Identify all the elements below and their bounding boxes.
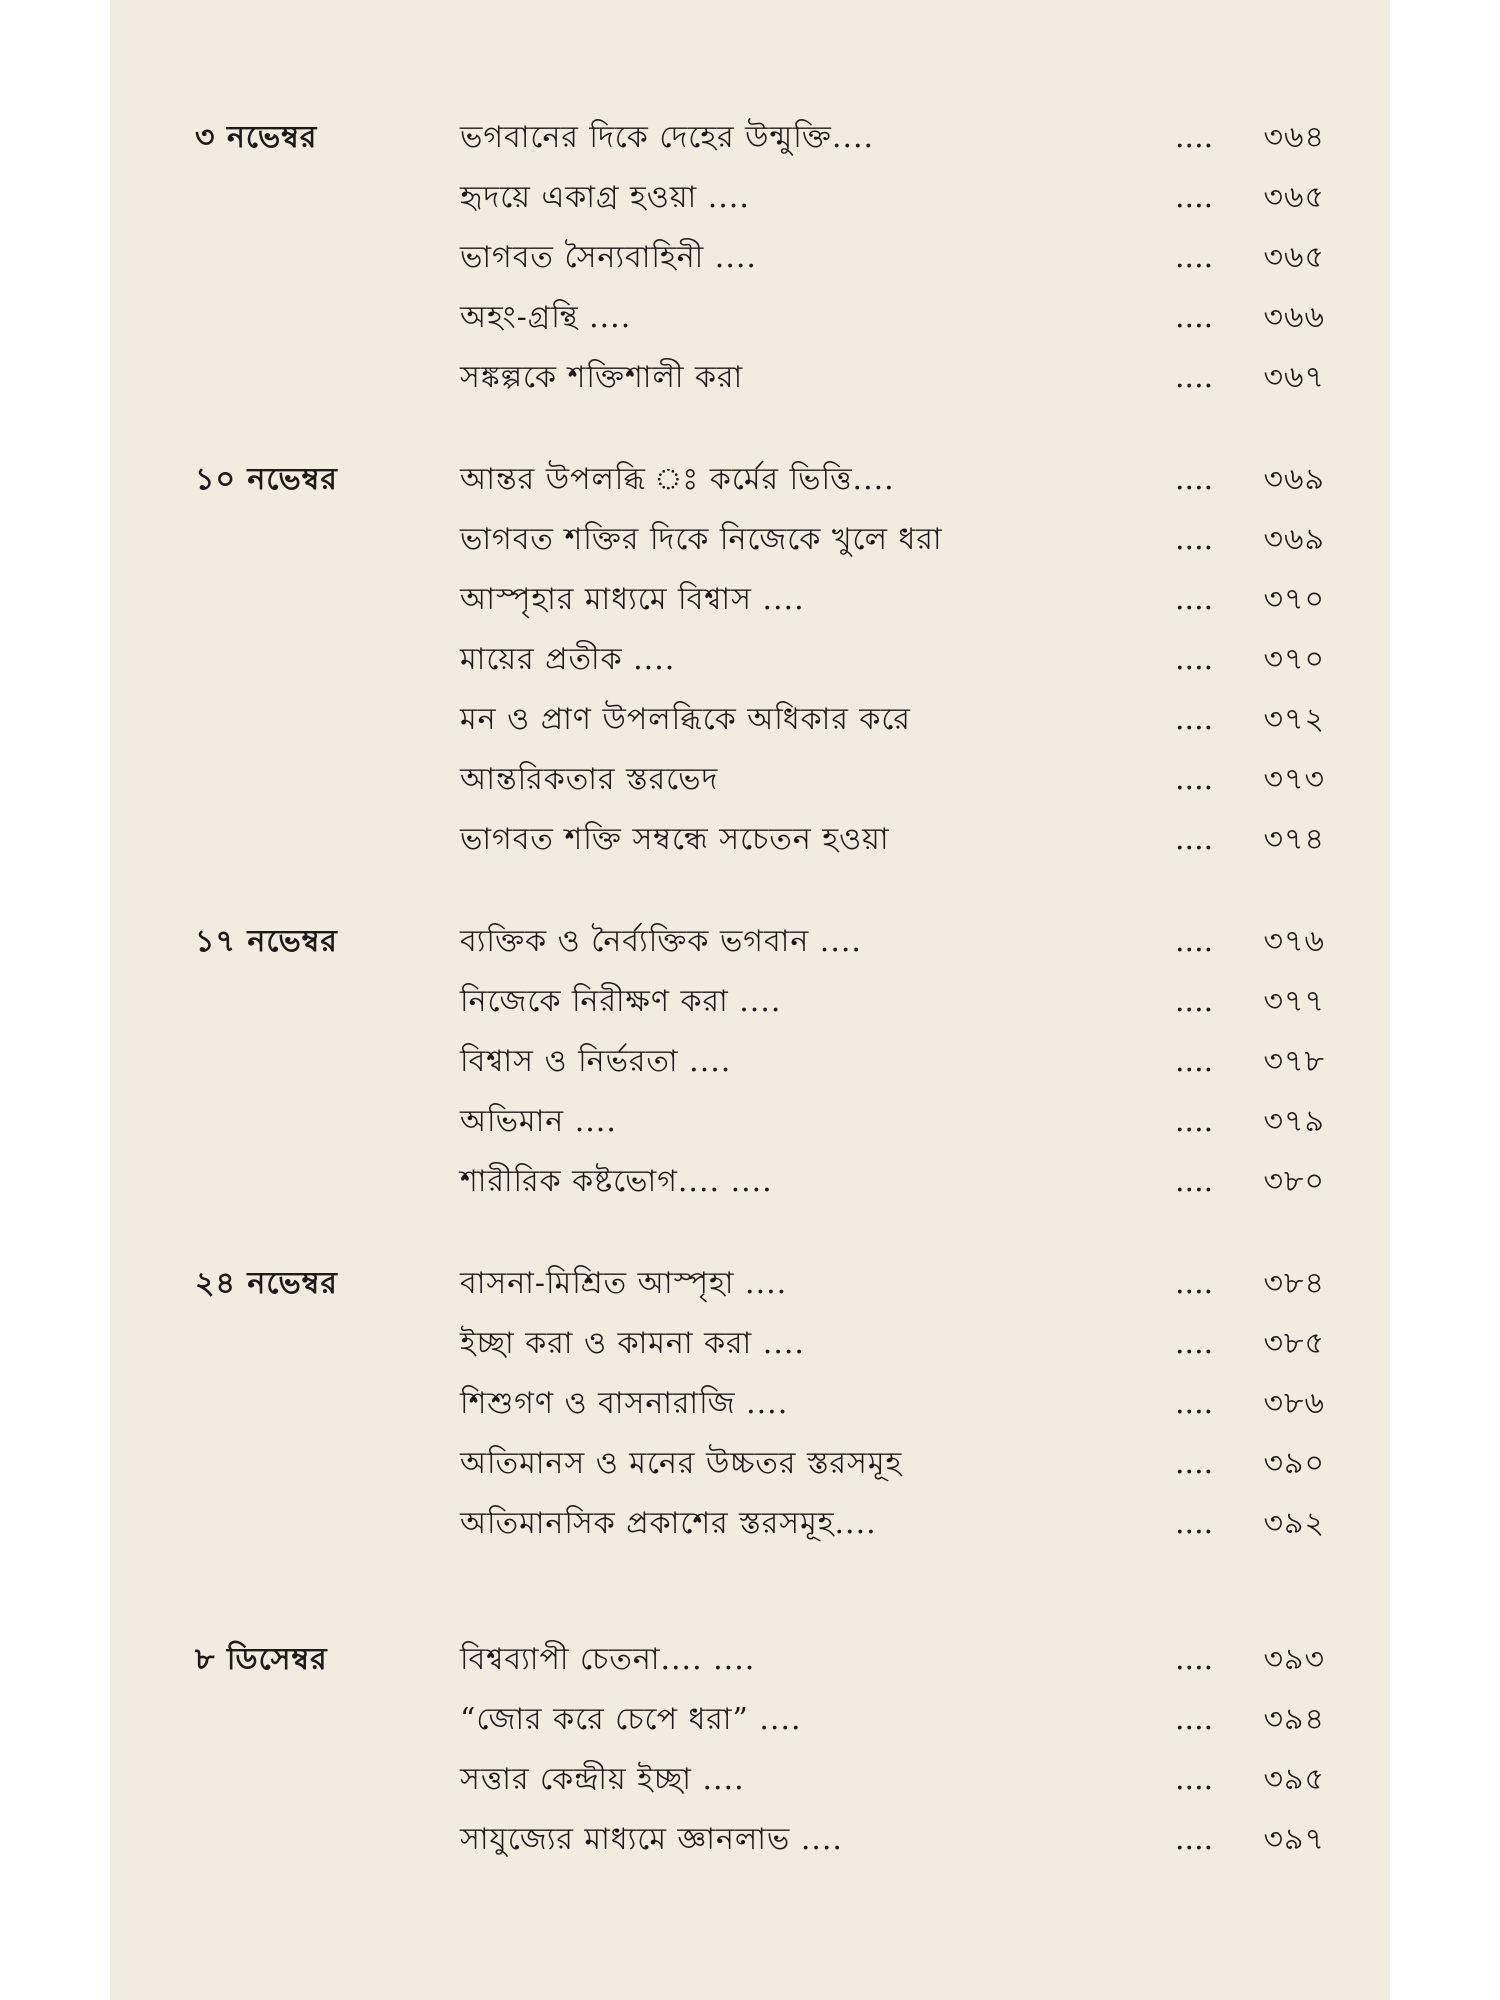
page-number: ৩৬৬ bbox=[1263, 300, 1325, 335]
leader-dots: .... bbox=[1175, 642, 1214, 677]
toc-entry bbox=[195, 1750, 1325, 1810]
leader-dots: .... bbox=[1175, 522, 1214, 557]
leader-dots: .... bbox=[1175, 360, 1214, 395]
toc-group bbox=[195, 912, 1325, 1212]
entry-title: ব্যক্তিক ও নৈর্ব্যক্তিক ভগবান .... bbox=[460, 924, 862, 959]
toc-group bbox=[195, 450, 1325, 870]
page-number: ৩৮৪ bbox=[1263, 1266, 1325, 1301]
toc-entry bbox=[195, 168, 1325, 228]
entry-title: বিশ্বাস ও নির্ভরতা .... bbox=[460, 1044, 732, 1079]
toc-entry bbox=[195, 570, 1325, 630]
toc-entry bbox=[195, 912, 1325, 972]
entry-title: অতিমানসিক প্রকাশের স্তরসমূহ.... bbox=[460, 1506, 877, 1541]
leader-dots: .... bbox=[1175, 1386, 1214, 1421]
page-number: ৩৮৫ bbox=[1263, 1326, 1325, 1361]
entry-title: হৃদয়ে একাগ্র হওয়া .... bbox=[460, 180, 750, 215]
page-number: ৩৯৩ bbox=[1263, 1642, 1325, 1677]
entry-title: আস্পৃহার মাধ্যমে বিশ্বাস .... bbox=[460, 582, 805, 617]
entry-title: ভাগবত শক্তি সম্বন্ধে সচেতন হওয়া bbox=[460, 822, 890, 857]
page-number: ৩৬৫ bbox=[1263, 180, 1325, 215]
page-number: ৩৮০ bbox=[1263, 1164, 1325, 1199]
entry-date: ১০ নভেম্বর bbox=[195, 462, 338, 497]
leader-dots: .... bbox=[1175, 1104, 1214, 1139]
leader-dots: .... bbox=[1175, 822, 1214, 857]
toc-entry bbox=[195, 1152, 1325, 1212]
toc-entry bbox=[195, 108, 1325, 168]
entry-title: অহং-গ্রন্থি .... bbox=[460, 300, 632, 335]
entry-title: আন্তর উপলব্ধি ঃ কর্মের ভিত্তি.... bbox=[460, 462, 895, 497]
leader-dots: .... bbox=[1175, 702, 1214, 737]
toc-group bbox=[195, 1630, 1325, 1870]
page-number: ৩৯৫ bbox=[1263, 1762, 1325, 1797]
leader-dots: .... bbox=[1175, 1506, 1214, 1541]
entry-title: সত্তার কেন্দ্রীয় ইচ্ছা .... bbox=[460, 1762, 745, 1797]
page-number: ৩৭২ bbox=[1263, 702, 1325, 737]
toc-entry bbox=[195, 1254, 1325, 1314]
leader-dots: .... bbox=[1175, 924, 1214, 959]
toc-entry bbox=[195, 1810, 1325, 1870]
leader-dots: .... bbox=[1175, 1642, 1214, 1677]
leader-dots: .... bbox=[1175, 582, 1214, 617]
entry-title: বাসনা-মিশ্রিত আস্পৃহা .... bbox=[460, 1266, 788, 1301]
entry-date: ৩ নভেম্বর bbox=[195, 120, 318, 155]
entry-title: আন্তরিকতার স্তরভেদ bbox=[460, 762, 719, 797]
page-number: ৩৮৬ bbox=[1263, 1386, 1325, 1421]
page-number: ৩৬৯ bbox=[1263, 462, 1325, 497]
leader-dots: .... bbox=[1175, 984, 1214, 1019]
entry-title: অতিমানস ও মনের উচ্চতর স্তরসমূহ bbox=[460, 1446, 903, 1481]
toc-entry bbox=[195, 1434, 1325, 1494]
toc-entry bbox=[195, 1092, 1325, 1152]
entry-title: “জোর করে চেপে ধরা” .... bbox=[460, 1702, 802, 1737]
page-number: ৩৬৪ bbox=[1263, 120, 1325, 155]
page-number: ৩৭৯ bbox=[1263, 1104, 1325, 1139]
page-number: ৩৭৪ bbox=[1263, 822, 1325, 857]
entry-title: অভিমান .... bbox=[460, 1104, 617, 1139]
toc-entry bbox=[195, 228, 1325, 288]
table-of-contents bbox=[195, 108, 1325, 1912]
entry-title: ভাগবত সৈন্যবাহিনী .... bbox=[460, 240, 757, 275]
page-number: ৩৭৩ bbox=[1263, 762, 1325, 797]
page-number: ৩৯২ bbox=[1263, 1506, 1325, 1541]
toc-entry bbox=[195, 1630, 1325, 1690]
entry-title: নিজেকে নিরীক্ষণ করা .... bbox=[460, 984, 782, 1019]
leader-dots: .... bbox=[1175, 1326, 1214, 1361]
leader-dots: .... bbox=[1175, 1822, 1214, 1857]
page-number: ৩৭৮ bbox=[1263, 1044, 1325, 1079]
toc-entry bbox=[195, 690, 1325, 750]
entry-title: ইচ্ছা করা ও কামনা করা .... bbox=[460, 1326, 805, 1361]
page-number: ৩৭৭ bbox=[1263, 984, 1325, 1019]
toc-entry bbox=[195, 1374, 1325, 1434]
page-number: ৩৭৬ bbox=[1263, 924, 1325, 959]
page-number: ৩৬৯ bbox=[1263, 522, 1325, 557]
leader-dots: .... bbox=[1175, 240, 1214, 275]
toc-group bbox=[195, 108, 1325, 408]
entry-title: মন ও প্রাণ উপলব্ধিকে অধিকার করে bbox=[460, 702, 911, 737]
entry-title: বিশ্বব্যাপী চেতনা.... .... bbox=[460, 1642, 756, 1677]
leader-dots: .... bbox=[1175, 120, 1214, 155]
toc-entry bbox=[195, 750, 1325, 810]
toc-entry bbox=[195, 348, 1325, 408]
entry-title: সঙ্কল্পকে শক্তিশালী করা bbox=[460, 360, 744, 395]
leader-dots: .... bbox=[1175, 1446, 1214, 1481]
toc-group bbox=[195, 1254, 1325, 1554]
leader-dots: .... bbox=[1175, 1702, 1214, 1737]
entry-title: শারীরিক কষ্টভোগ.... .... bbox=[460, 1164, 773, 1199]
leader-dots: .... bbox=[1175, 1762, 1214, 1797]
toc-entry bbox=[195, 450, 1325, 510]
page-number: ৩৯০ bbox=[1263, 1446, 1325, 1481]
toc-entry bbox=[195, 972, 1325, 1032]
entry-title: শিশুগণ ও বাসনারাজি .... bbox=[460, 1386, 789, 1421]
entry-date: ২৪ নভেম্বর bbox=[195, 1266, 338, 1301]
entry-title: ভগবানের দিকে দেহের উন্মুক্তি.... bbox=[460, 120, 875, 155]
leader-dots: .... bbox=[1175, 300, 1214, 335]
leader-dots: .... bbox=[1175, 762, 1214, 797]
toc-entry bbox=[195, 810, 1325, 870]
entry-title: ভাগবত শক্তির দিকে নিজেকে খুলে ধরা bbox=[460, 522, 943, 557]
book-page bbox=[110, 0, 1390, 2000]
page-number: ৩৯৭ bbox=[1263, 1822, 1325, 1857]
toc-entry bbox=[195, 510, 1325, 570]
toc-entry bbox=[195, 1690, 1325, 1750]
leader-dots: .... bbox=[1175, 462, 1214, 497]
entry-date: ৮ ডিসেম্বর bbox=[195, 1642, 328, 1677]
leader-dots: .... bbox=[1175, 1164, 1214, 1199]
page-number: ৩৯৪ bbox=[1263, 1702, 1325, 1737]
page-number: ৩৬৭ bbox=[1263, 360, 1325, 395]
page-number: ৩৭০ bbox=[1263, 582, 1325, 617]
leader-dots: .... bbox=[1175, 1044, 1214, 1079]
toc-entry bbox=[195, 1032, 1325, 1092]
entry-date: ১৭ নভেম্বর bbox=[195, 924, 338, 959]
leader-dots: .... bbox=[1175, 180, 1214, 215]
toc-entry bbox=[195, 1494, 1325, 1554]
toc-entry bbox=[195, 630, 1325, 690]
page-number: ৩৬৫ bbox=[1263, 240, 1325, 275]
leader-dots: .... bbox=[1175, 1266, 1214, 1301]
toc-entry bbox=[195, 1314, 1325, 1374]
entry-title: মায়ের প্রতীক .... bbox=[460, 642, 676, 677]
page-number: ৩৭০ bbox=[1263, 642, 1325, 677]
entry-title: সাযুজ্যের মাধ্যমে জ্ঞানলাভ .... bbox=[460, 1822, 843, 1857]
toc-entry bbox=[195, 288, 1325, 348]
